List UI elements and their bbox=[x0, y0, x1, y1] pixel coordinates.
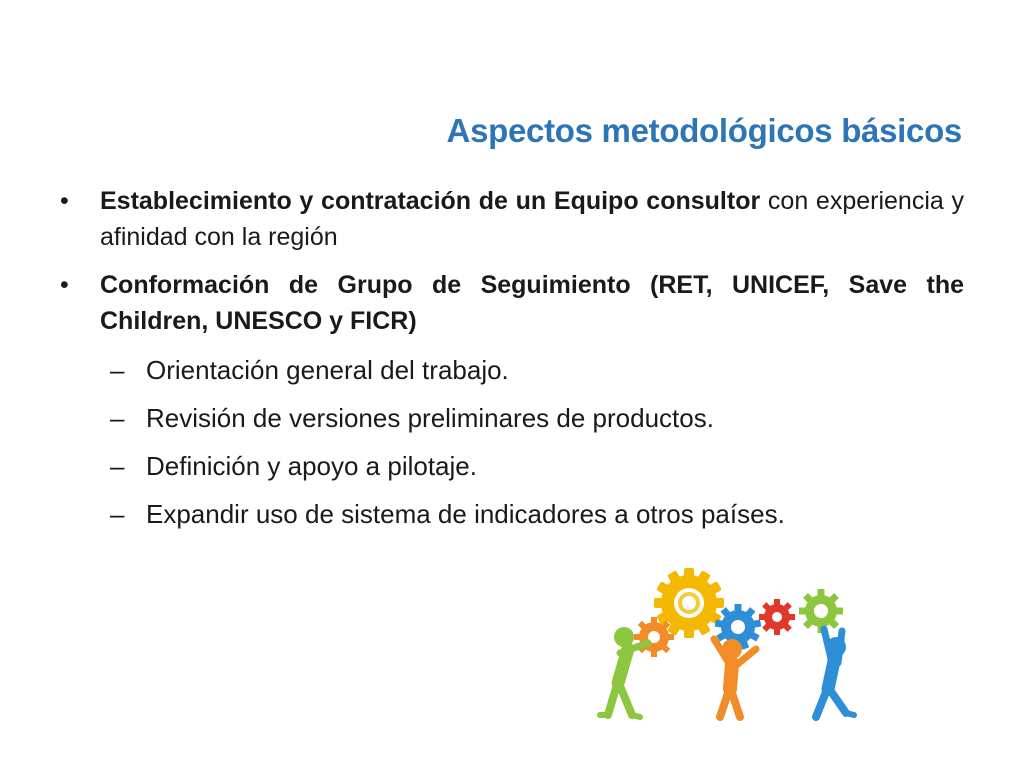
sub-bullet-text: Orientación general del trabajo. bbox=[146, 355, 509, 385]
blue-person-icon bbox=[816, 629, 854, 717]
orange-gear-icon bbox=[634, 617, 674, 657]
dash-icon: – bbox=[110, 499, 125, 529]
slide-title: Aspectos metodológicos básicos bbox=[446, 112, 962, 149]
sub-bullet-item bbox=[60, 497, 964, 531]
sub-bullet-text: Definición y apoyo a pilotaje. bbox=[146, 451, 477, 481]
sub-bullet-text: Revisión de versiones preliminares de productos. bbox=[146, 403, 714, 433]
bullet-bold-text: Conformación de Grupo de Seguimiento (RET, UNICEF, Save the Children, UNESCO y FICR) bbox=[100, 271, 964, 335]
red-gear-icon bbox=[759, 599, 795, 635]
bullet-item bbox=[60, 267, 964, 339]
sub-bullet-item bbox=[60, 401, 964, 435]
slide-content bbox=[60, 183, 964, 531]
dash-icon: – bbox=[110, 355, 125, 385]
dash-icon: – bbox=[110, 451, 125, 481]
bullet-text: con experiencia y afinidad con la región bbox=[100, 187, 964, 251]
teamwork-gears-icon bbox=[596, 565, 868, 725]
bullet-dot-icon: • bbox=[60, 271, 69, 299]
bullet-item bbox=[60, 183, 964, 255]
sub-bullet-item bbox=[60, 353, 964, 387]
sub-bullet-item bbox=[60, 449, 964, 483]
orange-person-icon bbox=[714, 639, 756, 717]
bullet-dot-icon: • bbox=[60, 187, 69, 215]
bullet-bold-text: Establecimiento y contratación de un Equipo consultor bbox=[100, 187, 761, 215]
sub-bullet-text: Expandir uso de sistema de indicadores a otros países. bbox=[146, 499, 785, 529]
dash-icon: – bbox=[110, 403, 125, 433]
green-gear-icon bbox=[799, 589, 843, 633]
